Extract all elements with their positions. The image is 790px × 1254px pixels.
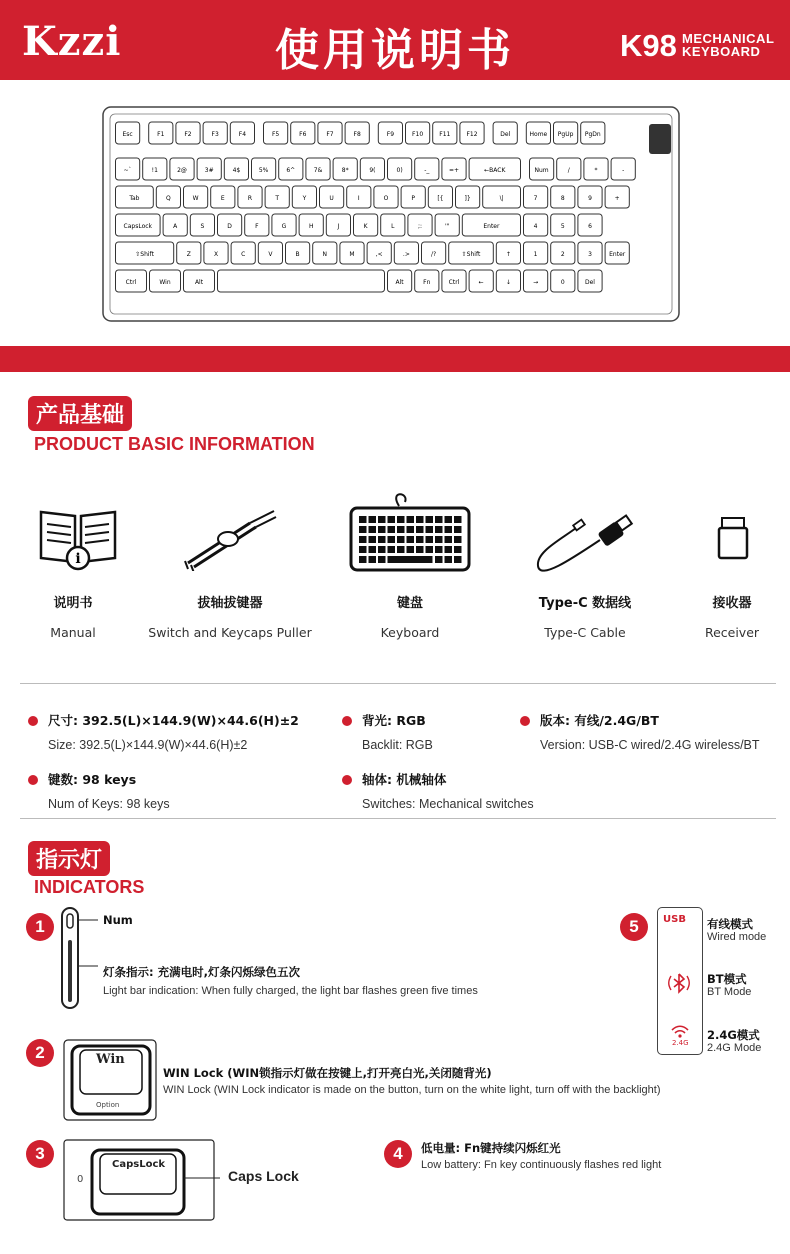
mini-key bbox=[388, 536, 396, 543]
step-4-badge: 4 bbox=[384, 1140, 412, 1168]
keycap-label: 1 bbox=[533, 251, 538, 258]
usb-cable-icon bbox=[530, 510, 640, 580]
keycap-label: F10 bbox=[412, 131, 424, 138]
mini-key bbox=[369, 516, 377, 523]
keyboard-icon bbox=[349, 490, 473, 574]
keycap-label: PgUp bbox=[557, 131, 574, 138]
keycap-label: Del bbox=[585, 279, 595, 286]
mini-key bbox=[445, 516, 453, 523]
model-subtitle: MECHANICAL KEYBOARD bbox=[682, 31, 775, 59]
bt-mode-cn: BT模式 bbox=[707, 972, 747, 986]
keycap-label: 4$ bbox=[232, 167, 241, 174]
keycap-label: ,< bbox=[375, 251, 383, 258]
item-cable: Type-C 数据线 Type-C Cable bbox=[538, 596, 632, 640]
spec-switches: 轴体: 机械轴体 Switches: Mechanical switches bbox=[342, 770, 534, 811]
keycap-label: ⇧Shift bbox=[135, 251, 154, 258]
keycap-label: X bbox=[213, 251, 219, 258]
mini-key bbox=[388, 526, 396, 533]
keycap-label: T bbox=[275, 195, 280, 202]
keycap-label: 4 bbox=[533, 223, 538, 230]
mini-key bbox=[454, 516, 462, 523]
spec-backlit: 背光: RGB Backlit: RGB bbox=[342, 711, 433, 752]
keycap-label: 5% bbox=[258, 167, 269, 174]
keycap-label: H bbox=[308, 223, 314, 230]
page-title: 使用说明书 bbox=[275, 25, 515, 76]
step-1-badge: 1 bbox=[26, 913, 54, 941]
keycap-label: Enter bbox=[483, 223, 500, 230]
mini-key bbox=[435, 526, 443, 533]
wired-mode-en: Wired mode bbox=[707, 931, 767, 943]
wired-mode-cn: 有线模式 bbox=[707, 917, 753, 931]
keycap-label: .> bbox=[402, 251, 410, 258]
keycap-label: N bbox=[322, 251, 328, 258]
item-receiver: 接收器 Receiver bbox=[704, 596, 760, 640]
mini-key bbox=[454, 536, 462, 543]
keycap-label: 6 bbox=[588, 223, 592, 230]
knob-icon bbox=[649, 124, 671, 154]
bullet-icon bbox=[28, 775, 38, 785]
keycap-label: P bbox=[411, 195, 416, 202]
keycap-label: F8 bbox=[353, 131, 361, 138]
keycap-label: -_ bbox=[424, 167, 430, 174]
keycap-label: L bbox=[391, 223, 395, 230]
keycap-label: S bbox=[200, 223, 205, 230]
step-5-badge: 5 bbox=[620, 913, 648, 941]
indicators-title: INDICATORS bbox=[34, 877, 145, 897]
keycap-label: \| bbox=[499, 195, 504, 202]
keycap-label: + bbox=[614, 195, 620, 202]
keycap-label: F4 bbox=[238, 131, 247, 138]
mini-key bbox=[378, 546, 386, 553]
mini-key bbox=[407, 546, 415, 553]
keycap-label: /? bbox=[430, 251, 437, 258]
keycap-label: O bbox=[383, 195, 389, 202]
light-bar-en: Light bar indication: When fully charged, the light bar flashes green five times bbox=[103, 985, 478, 997]
capslock-key-illustration bbox=[62, 1138, 220, 1222]
keycap-label: ~` bbox=[123, 167, 132, 174]
keycap-label: U bbox=[329, 195, 334, 202]
keycap-label: * bbox=[594, 167, 598, 174]
g24-mode-cn: 2.4G模式 bbox=[707, 1028, 760, 1042]
item-puller: 拔轴拔键器 Switch and Keycaps Puller bbox=[148, 596, 312, 640]
keycap-label: F12 bbox=[466, 131, 478, 138]
keycap-label: B bbox=[295, 251, 300, 258]
bullet-icon bbox=[342, 716, 352, 726]
low-battery-en: Low battery: Fn key continuously flashes red light bbox=[421, 1159, 662, 1171]
bullet-icon bbox=[520, 716, 530, 726]
keycap-label: Esc bbox=[122, 131, 133, 138]
keyboard-illustration bbox=[102, 106, 682, 324]
mini-key bbox=[359, 516, 367, 523]
mini-key bbox=[407, 516, 415, 523]
keycap-label: '" bbox=[444, 223, 450, 230]
keycap-label: 6^ bbox=[286, 167, 296, 174]
keycap-label: G bbox=[281, 223, 287, 230]
keycap-label: F9 bbox=[386, 131, 395, 138]
indicators-tag: 指示灯 bbox=[28, 841, 110, 876]
bluetooth-icon bbox=[668, 970, 690, 996]
keycap-label: ← bbox=[478, 279, 484, 286]
keycap bbox=[218, 270, 385, 292]
keycap-label: E bbox=[220, 195, 225, 202]
capslock-key-label: CapsLock bbox=[112, 1159, 166, 1170]
keycap-label: 3 bbox=[588, 251, 592, 258]
keycap-label: F bbox=[255, 223, 259, 230]
usb-icon: USB bbox=[663, 914, 686, 925]
mini-key bbox=[359, 556, 367, 563]
keycap-label: 2@ bbox=[177, 167, 187, 174]
keycap-label: Alt bbox=[194, 279, 204, 286]
mini-key bbox=[388, 556, 433, 563]
keycap-label: Z bbox=[186, 251, 191, 258]
mini-key bbox=[435, 556, 443, 563]
keycap-label: W bbox=[192, 195, 199, 202]
keycap-label: PgDn bbox=[584, 131, 601, 138]
keycap-label: 0 bbox=[560, 279, 565, 286]
mini-key bbox=[397, 526, 405, 533]
keycap-label: V bbox=[268, 251, 273, 258]
brand-logo: Kzzi bbox=[22, 18, 122, 65]
keycap-label: I bbox=[357, 195, 360, 202]
light-bar-cn: 灯条指示: 充满电时,灯条闪烁绿色五次 bbox=[103, 965, 300, 979]
mini-key bbox=[435, 546, 443, 553]
keycap-label: F7 bbox=[326, 131, 334, 138]
capslock-zero: 0 bbox=[77, 1174, 84, 1185]
keycap-label: C bbox=[241, 251, 246, 258]
basic-title: PRODUCT BASIC INFORMATION bbox=[34, 434, 315, 454]
mini-key bbox=[426, 536, 434, 543]
keycap-label: J bbox=[337, 223, 340, 230]
mini-key bbox=[435, 516, 443, 523]
mini-key bbox=[369, 556, 377, 563]
keycap-label: / bbox=[567, 167, 570, 174]
section-divider-band bbox=[0, 346, 790, 372]
keycap-label: ⇧Shift bbox=[461, 251, 481, 258]
keycap-label: K bbox=[363, 223, 368, 230]
keycap-label: 2 bbox=[560, 251, 565, 258]
basic-tag: 产品基础 bbox=[28, 396, 132, 431]
mini-key bbox=[445, 556, 453, 563]
win-lock-cn: WIN Lock (WIN锁指示灯做在按键上,打开亮白光,关闭随背光) bbox=[163, 1066, 492, 1080]
spec-keys: 键数: 98 keys Num of Keys: 98 keys bbox=[28, 770, 170, 811]
mini-key bbox=[397, 516, 405, 523]
step-2-badge: 2 bbox=[26, 1039, 54, 1067]
mini-key bbox=[416, 546, 424, 553]
bullet-icon bbox=[342, 775, 352, 785]
keycap-label: ;: bbox=[417, 223, 423, 230]
keycap-label: =+ bbox=[448, 167, 460, 174]
mini-key bbox=[378, 516, 386, 523]
manual-book-icon bbox=[37, 502, 119, 572]
mini-key bbox=[416, 526, 424, 533]
keycap-label: 5 bbox=[560, 223, 565, 230]
keycap-label: 0) bbox=[396, 167, 403, 174]
mini-key bbox=[378, 536, 386, 543]
mini-key bbox=[454, 526, 462, 533]
light-bar-illustration bbox=[60, 906, 100, 1012]
keycap-label: → bbox=[533, 279, 539, 286]
mini-key bbox=[454, 556, 462, 563]
keycap-label: Home bbox=[529, 131, 548, 138]
divider bbox=[20, 683, 776, 684]
keycap-label: Tab bbox=[129, 195, 140, 202]
wifi-icon bbox=[670, 1024, 690, 1038]
bt-mode-en: BT Mode bbox=[707, 986, 752, 998]
keycap-label: !1 bbox=[151, 167, 158, 174]
keycap-label: 9( bbox=[369, 167, 376, 174]
keycap-puller-icon bbox=[180, 505, 280, 571]
keycap-label: F1 bbox=[157, 131, 165, 138]
keycap-label: 7 bbox=[533, 195, 538, 202]
keycap-label: Del bbox=[500, 131, 511, 138]
model-name: K98 bbox=[620, 28, 677, 63]
keycap-label: 8* bbox=[341, 167, 349, 174]
win-lock-en: WIN Lock (WIN Lock indicator is made on the button, turn on the white light, turn off with the backlight) bbox=[163, 1084, 661, 1096]
keycap-label: F5 bbox=[271, 131, 280, 138]
keycap-label: ]} bbox=[464, 195, 471, 202]
mini-key bbox=[426, 526, 434, 533]
keycap-label: D bbox=[227, 223, 232, 230]
receiver-icon bbox=[717, 516, 751, 560]
keycap-label: Num bbox=[534, 167, 549, 174]
mini-key bbox=[426, 546, 434, 553]
keycap-label: F2 bbox=[184, 131, 192, 138]
mini-key bbox=[388, 516, 396, 523]
keycap-label: CapsLock bbox=[123, 223, 153, 230]
g24-badge: 2.4G bbox=[672, 1039, 689, 1047]
mini-key bbox=[359, 546, 367, 553]
mini-key bbox=[359, 536, 367, 543]
keycap-label: ←BACK bbox=[484, 167, 506, 174]
mini-key bbox=[416, 536, 424, 543]
mini-key bbox=[445, 536, 453, 543]
keycap-label: ↑ bbox=[505, 251, 511, 258]
mini-key bbox=[359, 526, 367, 533]
keycap-label: Q bbox=[166, 195, 171, 202]
mini-key bbox=[378, 526, 386, 533]
divider bbox=[20, 818, 776, 819]
keycap-label: M bbox=[349, 251, 355, 258]
mini-key bbox=[407, 536, 415, 543]
keycap-label: F11 bbox=[439, 131, 451, 138]
mini-key bbox=[388, 546, 396, 553]
mini-key bbox=[426, 516, 434, 523]
spec-version: 版本: 有线/2.4G/BT Version: USB-C wired/2.4G wireless/BT bbox=[520, 711, 760, 752]
keycap-label: Alt bbox=[395, 279, 404, 286]
win-key-label: Win bbox=[96, 1052, 125, 1067]
spec-size: 尺寸: 392.5(L)×144.9(W)×44.6(H)±2 Size: 392.5(L)×144.9(W)×44.6(H)±2 bbox=[28, 711, 299, 752]
keycap-label: Fn bbox=[423, 279, 431, 286]
mini-key bbox=[407, 526, 415, 533]
num-label: Num bbox=[103, 913, 133, 927]
keycap-label: ↓ bbox=[505, 279, 511, 286]
item-keyboard: 键盘 Keyboard bbox=[380, 596, 440, 640]
mini-key bbox=[445, 546, 453, 553]
mini-key bbox=[435, 536, 443, 543]
keycap-label: Ctrl bbox=[448, 279, 460, 286]
mini-key bbox=[369, 526, 377, 533]
keycap-label: R bbox=[247, 195, 253, 202]
keycap-label: 9 bbox=[588, 195, 592, 202]
keycap-label: 8 bbox=[560, 195, 565, 202]
mini-key bbox=[416, 516, 424, 523]
caps-lock-label: Caps Lock bbox=[228, 1168, 299, 1184]
keycap-label: F6 bbox=[299, 131, 307, 138]
option-label: Option bbox=[96, 1101, 120, 1109]
keycap-label: - bbox=[622, 167, 625, 174]
low-battery-cn: 低电量: Fn键持续闪烁红光 bbox=[421, 1141, 561, 1155]
item-manual: 说明书 Manual bbox=[50, 596, 96, 640]
bullet-icon bbox=[28, 716, 38, 726]
svg-text:i: i bbox=[75, 551, 81, 567]
keycap-label: A bbox=[173, 223, 178, 230]
keycap-label: Y bbox=[302, 195, 307, 202]
mini-key bbox=[378, 556, 386, 563]
keycap-label: 3# bbox=[204, 167, 214, 174]
mini-key bbox=[397, 546, 405, 553]
keycap-label: Ctrl bbox=[125, 279, 137, 286]
keycap-label: 7& bbox=[313, 167, 323, 174]
step-3-badge: 3 bbox=[26, 1140, 54, 1168]
keycap-label: F3 bbox=[211, 131, 219, 138]
keycap-label: Enter bbox=[609, 251, 626, 258]
mini-key bbox=[454, 546, 462, 553]
mini-key bbox=[369, 546, 377, 553]
mini-key bbox=[369, 536, 377, 543]
win-key-illustration bbox=[62, 1038, 158, 1122]
g24-mode-en: 2.4G Mode bbox=[707, 1042, 762, 1054]
keycap-label: Win bbox=[159, 279, 171, 286]
mini-key bbox=[397, 536, 405, 543]
keycap-label: [{ bbox=[437, 195, 444, 202]
mini-key bbox=[445, 526, 453, 533]
